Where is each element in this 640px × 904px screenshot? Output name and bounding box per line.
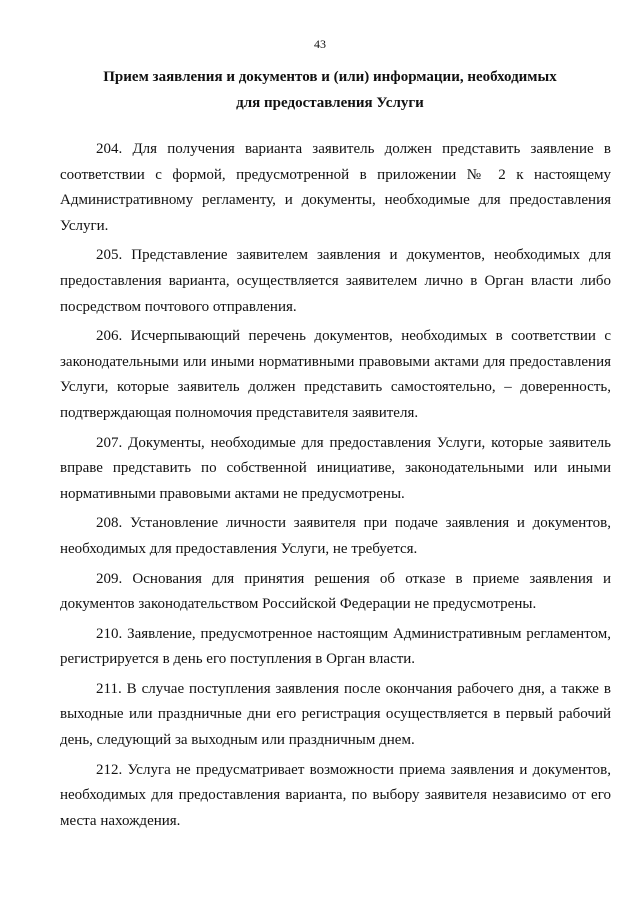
section-heading-line-1: Прием заявления и документов и (или) информации, необходимых bbox=[103, 69, 557, 85]
section-heading bbox=[60, 64, 600, 116]
page-number: 43 bbox=[314, 37, 326, 51]
paragraph-210: 210. Заявление, предусмотренное настоящим Административным регламентом, регистрируется в день его поступления в Орган власти. bbox=[60, 625, 611, 668]
paragraph-206: 206. Исчерпывающий перечень документов, необходимых в соответствии с законодательными или иными нормативными правовыми актами для предоставления Услуги, которые заявитель должен представить самостоятельно, – доверенность, подтверждающая полномочия представителя заявителя. bbox=[60, 328, 611, 421]
paragraph-205: 205. Представление заявителем заявления и документов, необходимых для предоставления варианта, осуществляется заявителем лично в Орган власти либо посредством почтового отправления. bbox=[60, 247, 611, 315]
paragraph-204: 204. Для получения варианта заявитель должен представить заявление в соответствии с формой, предусмотренной в приложении № 2 к настоящему Административному регламенту, и документы, необходимые для предоставления Услуги. bbox=[60, 141, 611, 234]
paragraph-209: 209. Основания для принятия решения об отказе в приеме заявления и документов законодательством Российской Федерации не предусмотрены. bbox=[60, 570, 611, 613]
paragraph-207: 207. Документы, необходимые для предоставления Услуги, которые заявитель вправе представить по собственной инициативе, законодательными или иными нормативными правовыми актами не предусмотрены. bbox=[60, 434, 611, 502]
paragraph-211: 211. В случае поступления заявления после окончания рабочего дня, а также в выходные или праздничные дни его регистрация осуществляется в первый рабочий день, следующий за выходным или праздничным днем. bbox=[60, 680, 611, 749]
section-heading-line-2: для предоставления Услуги bbox=[236, 95, 424, 111]
document-body bbox=[60, 137, 611, 838]
paragraph-212: 212. Услуга не предусматривает возможности приема заявления и документов, необходимых для предоставления варианта, по выбору заявителя независимо от его места нахождения. bbox=[60, 761, 611, 829]
paragraph-208: 208. Установление личности заявителя при подаче заявления и документов, необходимых для предоставления Услуги, не требуется. bbox=[60, 515, 611, 557]
